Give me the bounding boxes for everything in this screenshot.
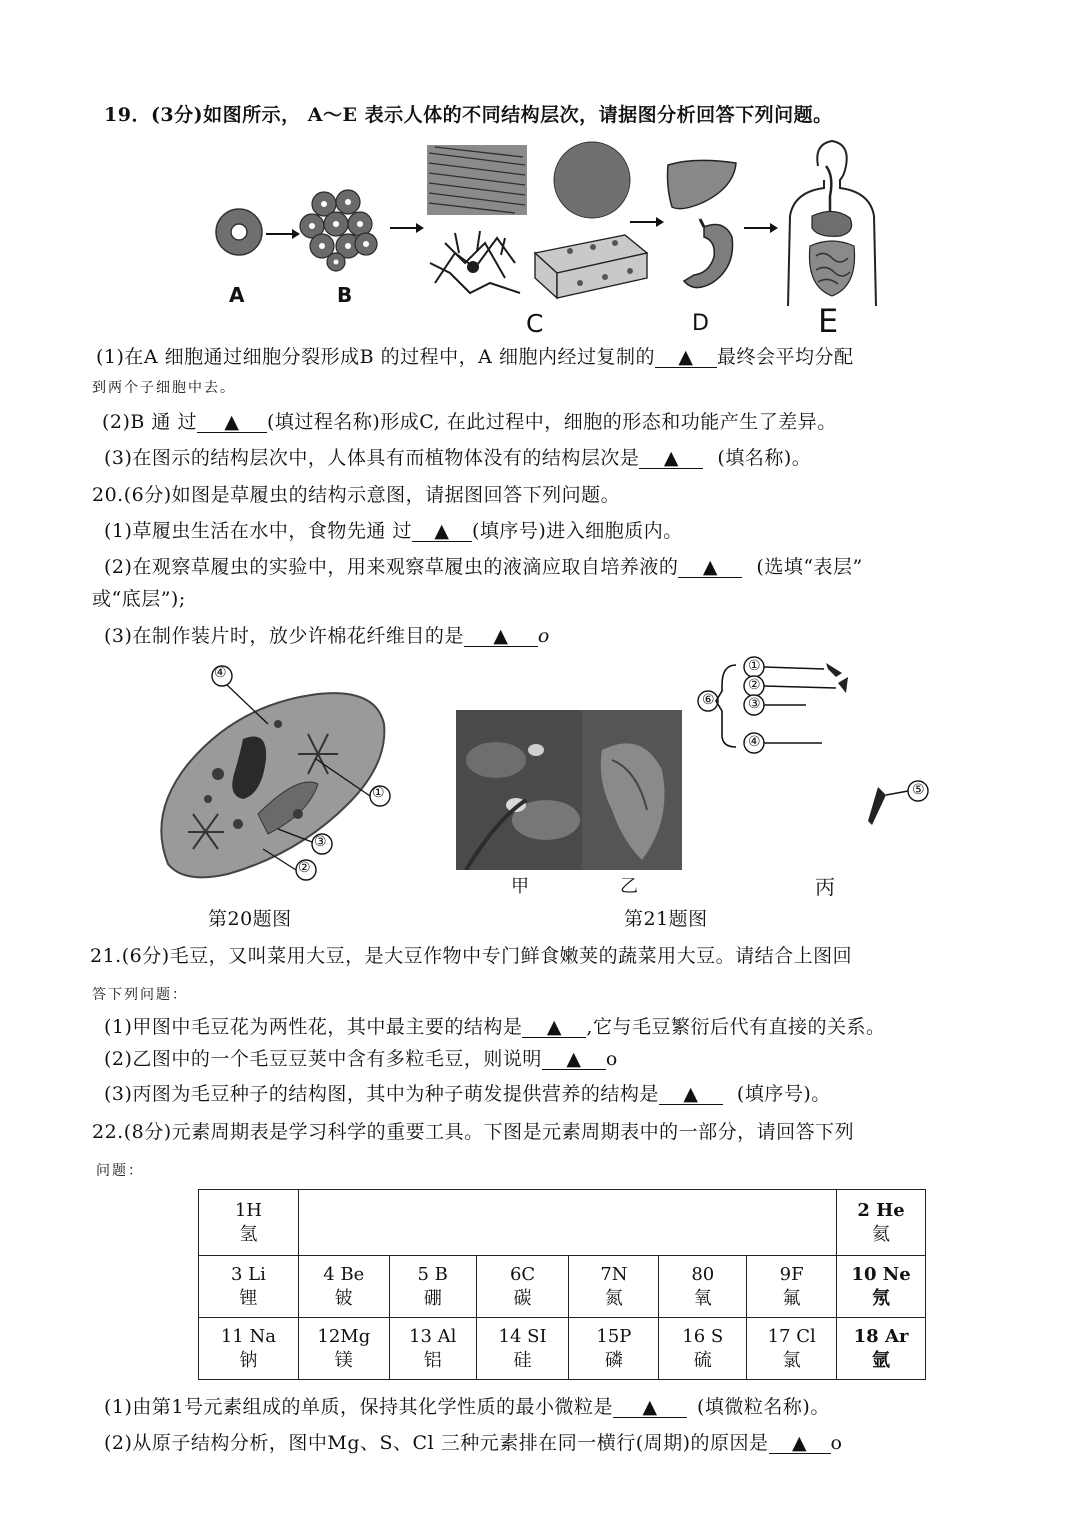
element-cell: 12Mg 镁 bbox=[298, 1318, 389, 1380]
figure-body-e bbox=[784, 136, 880, 306]
answer-blank[interactable]: ▲ bbox=[542, 1049, 606, 1070]
photo-flower-jia bbox=[456, 710, 582, 870]
element-cell: 7N 氮 bbox=[569, 1256, 659, 1318]
figure-tissues-c bbox=[425, 143, 650, 303]
element-cell: 4 Be 铍 bbox=[298, 1256, 389, 1318]
q20-figure-caption: 第20题图 bbox=[208, 908, 292, 930]
seed-marker-2: ② bbox=[748, 677, 761, 693]
seed-marker-6: ⑥ bbox=[702, 692, 715, 708]
figure-cells-b bbox=[300, 188, 380, 272]
q19-part2: (2)B 通 过 ▲ (填过程名称)形成C, 在此过程中，细胞的形态和功能产生了差异。 bbox=[102, 411, 837, 433]
element-cell: 3 Li 锂 bbox=[199, 1256, 299, 1318]
figure-seed-bing bbox=[696, 655, 936, 835]
seed-marker-1: ① bbox=[748, 658, 761, 674]
label-d: D bbox=[692, 311, 709, 336]
q20-part2-cont: 或“底层”); bbox=[92, 588, 186, 610]
element-cell: 16 S 硫 bbox=[659, 1318, 747, 1380]
seed-marker-3: ③ bbox=[748, 696, 761, 712]
answer-blank[interactable]: ▲ bbox=[769, 1433, 831, 1454]
q22-title-cont: 问题： bbox=[96, 1163, 144, 1179]
arrow-a-b bbox=[266, 228, 300, 240]
figure-cell-a bbox=[214, 205, 264, 261]
answer-blank[interactable]: ▲ bbox=[613, 1397, 687, 1418]
answer-blank[interactable]: ▲ bbox=[639, 448, 703, 469]
answer-blank[interactable]: ▲ bbox=[655, 347, 717, 368]
q20-title: 20.(6分)如图是草履虫的结构示意图，请据图回答下列问题。 bbox=[92, 484, 621, 506]
q21-part2: (2)乙图中的一个毛豆豆荚中含有多粒毛豆，则说明 ▲ o bbox=[104, 1048, 618, 1070]
element-cell: 9F 氟 bbox=[747, 1256, 837, 1318]
q19-title: 19．(3分)如图所示， A～E 表示人体的不同结构层次，请据图分析回答下列问题。 bbox=[104, 104, 833, 126]
q19-part1-cont: 到两个子细胞中去。 bbox=[92, 380, 236, 396]
q21-figure-caption: 第21题图 bbox=[624, 908, 708, 930]
figure-organs-d bbox=[664, 157, 744, 297]
arrow-b-c bbox=[390, 222, 424, 234]
q22-part1: (1)由第1号元素组成的单质，保持其化学性质的最小微粒是 ▲ (填微粒名称)。 bbox=[104, 1396, 830, 1418]
element-cell: 2 He 氦 bbox=[837, 1190, 926, 1256]
table-gap bbox=[298, 1190, 836, 1256]
answer-blank[interactable]: ▲ bbox=[412, 521, 472, 542]
element-cell: 13 Al 铝 bbox=[389, 1318, 476, 1380]
seed-marker-5: ⑤ bbox=[912, 782, 925, 798]
q19-part3: (3)在图示的结构层次中，人体具有而植物体没有的结构层次是 ▲ (填名称)。 bbox=[104, 447, 812, 469]
q21-part3: (3)丙图为毛豆种子的结构图，其中为种子萌发提供营养的结构是 ▲ (填序号)。 bbox=[104, 1083, 831, 1105]
periodic-table bbox=[198, 1189, 926, 1380]
answer-blank[interactable]: ▲ bbox=[678, 557, 742, 578]
label-e: E bbox=[818, 302, 839, 340]
label-jia: 甲 bbox=[511, 876, 529, 897]
answer-blank[interactable]: ▲ bbox=[659, 1084, 723, 1105]
q21-title-cont: 答下列问题： bbox=[92, 987, 188, 1003]
element-cell: 11 Na 钠 bbox=[199, 1318, 299, 1380]
q21-part1: (1)甲图中毛豆花为两性花，其中最主要的结构是 ▲ ,它与毛豆繁衍后代有直接的关系。 bbox=[104, 1016, 886, 1038]
answer-blank[interactable]: ▲ bbox=[522, 1017, 586, 1038]
element-cell: 14 SI 硅 bbox=[476, 1318, 569, 1380]
label-a: A bbox=[229, 283, 245, 307]
element-cell: 18 Ar 氩 bbox=[837, 1318, 926, 1380]
element-cell: 80 氧 bbox=[659, 1256, 747, 1318]
element-cell: 17 Cl 氯 bbox=[747, 1318, 837, 1380]
answer-blank[interactable]: ▲ bbox=[464, 626, 538, 647]
element-cell: 6C 碳 bbox=[476, 1256, 569, 1318]
marker-1: ① bbox=[372, 785, 385, 801]
element-cell: 15P 磷 bbox=[569, 1318, 659, 1380]
marker-2: ② bbox=[298, 860, 311, 876]
marker-3: ③ bbox=[314, 834, 327, 850]
label-bing: 丙 bbox=[815, 875, 835, 899]
arrow-d-e bbox=[744, 222, 778, 234]
label-b: B bbox=[337, 283, 353, 307]
figure-paramecium bbox=[148, 664, 398, 884]
answer-blank[interactable]: ▲ bbox=[197, 412, 267, 433]
q19-part1: (1)在A 细胞通过细胞分裂形成B 的过程中，A 细胞内经过复制的 ▲ 最终会平均分配 bbox=[96, 346, 854, 368]
q21-title: 21.(6分)毛豆，又叫菜用大豆，是大豆作物中专门鲜食嫩荚的蔬菜用大豆。请结合上图回 bbox=[90, 945, 853, 967]
q22-title: 22.(8分)元素周期表是学习科学的重要工具。下图是元素周期表中的一部分，请回答下列 bbox=[92, 1121, 855, 1143]
element-cell: 10 Ne 氖 bbox=[837, 1256, 926, 1318]
q20-part1: (1)草履虫生活在水中，食物先通 过 ▲ (填序号)进入细胞质内。 bbox=[104, 520, 683, 542]
q20-part2: (2)在观察草履虫的实验中，用来观察草履虫的液滴应取自培养液的 ▲ (选填“表层” bbox=[104, 556, 863, 578]
label-yi: 乙 bbox=[620, 876, 638, 897]
element-cell: 5 B 硼 bbox=[389, 1256, 476, 1318]
q22-part2: (2)从原子结构分析，图中Mg、S、Cl 三种元素排在同一横行(周期)的原因是 ▲ o bbox=[104, 1432, 843, 1454]
q20-part3: (3)在制作装片时，放少许棉花纤维目的是 ▲ o bbox=[104, 625, 550, 647]
seed-marker-4: ④ bbox=[748, 734, 761, 750]
marker-4: ④ bbox=[214, 665, 227, 681]
label-c: C bbox=[526, 309, 544, 338]
element-cell: 1H 氢 bbox=[199, 1190, 299, 1256]
arrow-c-d bbox=[630, 216, 664, 228]
photo-pod-yi bbox=[582, 710, 682, 870]
